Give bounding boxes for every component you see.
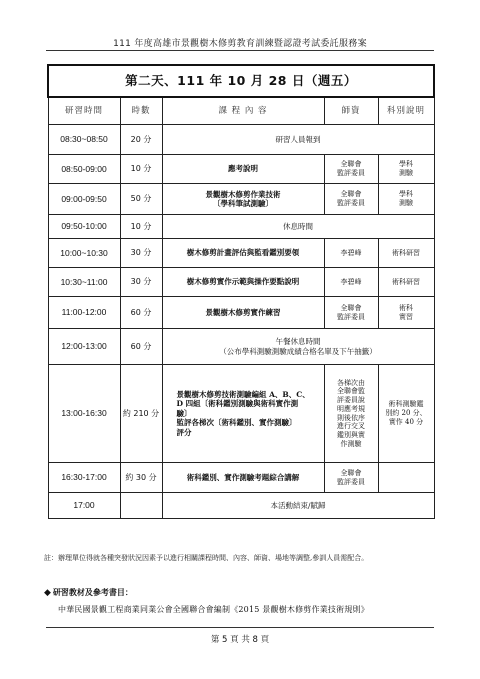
row-course bbox=[162, 155, 324, 184]
row-note bbox=[378, 268, 434, 297]
row-teacher-line: 全聯會 bbox=[340, 190, 362, 199]
row-course bbox=[162, 215, 434, 239]
row-teacher-line: 作測驗 bbox=[340, 439, 362, 448]
schedule-row bbox=[48, 329, 434, 365]
row-teacher-line: 監評委員 bbox=[337, 169, 365, 177]
row-course bbox=[162, 297, 324, 329]
row-time: 09:00-09:50 bbox=[48, 184, 120, 215]
row-note-line: 測驗 bbox=[399, 169, 413, 177]
row-teacher bbox=[324, 184, 378, 215]
schedule-row bbox=[48, 297, 434, 329]
row-teacher bbox=[324, 239, 378, 268]
row-time: 08:30~08:50 bbox=[48, 125, 120, 155]
col-header-teacher: 師資 bbox=[324, 97, 378, 125]
row-note-line: 實作 40 分 bbox=[388, 417, 424, 426]
schedule-row bbox=[48, 239, 434, 268]
row-hours: 約 30 分 bbox=[120, 463, 162, 493]
row-course bbox=[162, 493, 434, 519]
schedule-row bbox=[48, 215, 434, 239]
row-teacher-line: 評委員說 bbox=[337, 396, 365, 404]
row-course-line: 休息時間 bbox=[283, 221, 313, 231]
row-hours bbox=[120, 493, 162, 519]
table-title-row bbox=[48, 65, 434, 97]
footnote: 註：辦理單位得就各種突發狀況因素予以進行相關課程時間、內容、師資、場地等調整,參訓人員需配合。 bbox=[44, 554, 369, 562]
row-course bbox=[162, 239, 324, 268]
row-hours: 30 分 bbox=[120, 239, 162, 268]
row-course-line: 〔學科筆試測驗〕 bbox=[213, 199, 273, 208]
row-teacher-line: 明應考規 bbox=[337, 404, 365, 413]
diamond-bullet-icon: ◆ bbox=[44, 588, 51, 598]
row-course bbox=[162, 365, 324, 463]
page-number: 第 5 頁 共 8 頁 bbox=[210, 635, 270, 645]
row-hours: 20 分 bbox=[120, 125, 162, 155]
table-title: 第二天、111 年 10 月 28 日（週五） bbox=[48, 65, 434, 97]
materials-title: 研習教材及參考書目： bbox=[52, 587, 133, 597]
row-course-line: 樹木修剪實作示範與操作要點說明 bbox=[186, 277, 300, 287]
row-course-line: 景觀樹木修剪作業技術 bbox=[205, 189, 281, 199]
row-teacher-line: 全聯會 bbox=[340, 160, 362, 169]
row-course-line: （公布學科測驗測驗成績合格名單及下午抽籤） bbox=[219, 346, 377, 356]
row-time: 08:50-09:00 bbox=[48, 155, 120, 184]
schedule-row bbox=[48, 155, 434, 184]
row-course-line: 景觀樹木修剪實作練習 bbox=[205, 307, 281, 317]
row-course-line: 評分 bbox=[176, 427, 192, 437]
row-course-line: D 四組〔術科鑑別測驗與術科實作測 bbox=[176, 399, 299, 409]
row-note-line: 實習 bbox=[399, 312, 413, 321]
row-hours: 約 210 分 bbox=[120, 365, 162, 463]
row-time: 11:00-12:00 bbox=[48, 297, 120, 329]
row-course-line: 本活動結束/賦歸 bbox=[270, 500, 326, 510]
row-note bbox=[378, 365, 434, 463]
column-header-row bbox=[48, 97, 434, 125]
col-header-time: 研習時間 bbox=[48, 97, 120, 125]
row-course-line: 驗〕 bbox=[176, 408, 192, 418]
row-course-line: 監評各梯次〔術科鑑別、實作測驗〕 bbox=[176, 418, 297, 428]
footer-divider bbox=[46, 627, 434, 628]
row-course-line: 研習人員報到 bbox=[275, 134, 321, 144]
row-teacher-line: 監評委員 bbox=[337, 477, 365, 486]
row-teacher bbox=[324, 463, 378, 493]
materials-heading bbox=[44, 587, 133, 598]
row-teacher-line: 李碧峰 bbox=[340, 248, 362, 257]
row-note-line: 術科研習 bbox=[392, 248, 420, 257]
row-time: 12:00-13:00 bbox=[48, 329, 120, 365]
row-teacher bbox=[324, 268, 378, 297]
schedule-table bbox=[47, 64, 435, 519]
col-header-course: 課 程 內 容 bbox=[162, 97, 324, 125]
header-divider bbox=[46, 50, 434, 51]
document-header: 111 年度高雄市景觀樹木修剪教育訓練暨認證考試委託服務案 bbox=[113, 39, 367, 49]
row-hours: 60 分 bbox=[120, 329, 162, 365]
row-note-line: 學科 bbox=[399, 190, 413, 199]
row-hours: 60 分 bbox=[120, 297, 162, 329]
row-hours: 10 分 bbox=[120, 155, 162, 184]
row-teacher-line: 全聯會監 bbox=[337, 387, 365, 396]
row-teacher-line: 監評委員 bbox=[337, 312, 365, 321]
row-course bbox=[162, 329, 434, 365]
schedule-row bbox=[48, 493, 434, 519]
row-course-line: 術科鑑別、實作測驗考題綜合講解 bbox=[186, 472, 300, 482]
row-teacher bbox=[324, 365, 378, 463]
row-note-line: 別約 20 分、 bbox=[385, 409, 427, 418]
row-course bbox=[162, 184, 324, 215]
row-note bbox=[378, 155, 434, 184]
row-course-line: 樹木修剪計畫評估與監看鑑別要領 bbox=[186, 248, 300, 258]
row-time: 09:50-10:00 bbox=[48, 215, 120, 239]
row-teacher-line: 鑑別與實 bbox=[337, 431, 365, 439]
row-time: 10:30~11:00 bbox=[48, 268, 120, 297]
row-teacher bbox=[324, 155, 378, 184]
row-time: 16:30-17:00 bbox=[48, 463, 120, 493]
row-course-line: 午餐休息時間 bbox=[275, 337, 321, 347]
row-time: 13:00-16:30 bbox=[48, 365, 120, 463]
row-note-line: 術科測驗鑑 bbox=[388, 400, 424, 409]
row-course-line: 應考說明 bbox=[228, 164, 258, 174]
row-note bbox=[378, 463, 434, 493]
row-course bbox=[162, 463, 324, 493]
schedule-row bbox=[48, 125, 434, 155]
row-time: 17:00 bbox=[48, 493, 120, 519]
materials-reference: 中華民國景觀工程商業同業公會全國聯合會編制《2015 景觀樹木修剪作業技術規則》 bbox=[58, 605, 369, 614]
row-note bbox=[378, 297, 434, 329]
row-teacher-line: 進行交叉 bbox=[337, 422, 365, 431]
row-teacher-line: 全聯會 bbox=[340, 468, 362, 477]
row-hours: 50 分 bbox=[120, 184, 162, 215]
row-teacher-line: 監評委員 bbox=[337, 199, 365, 207]
row-hours: 10 分 bbox=[120, 215, 162, 239]
schedule-row bbox=[48, 365, 434, 463]
row-note-line: 學科 bbox=[399, 160, 413, 169]
row-teacher-line: 全聯會 bbox=[340, 303, 362, 312]
row-course bbox=[162, 125, 434, 155]
row-teacher bbox=[324, 297, 378, 329]
row-note bbox=[378, 239, 434, 268]
row-note bbox=[378, 184, 434, 215]
row-teacher-line: 則後依序 bbox=[337, 413, 365, 422]
schedule-row bbox=[48, 463, 434, 493]
row-course-line: 景觀樹木修剪技術測驗編組 A、B、C、 bbox=[176, 390, 310, 400]
col-header-hours: 時數 bbox=[120, 97, 162, 125]
schedule-row bbox=[48, 268, 434, 297]
row-hours: 30 分 bbox=[120, 268, 162, 297]
row-note-line: 測驗 bbox=[399, 199, 413, 207]
row-note-line: 術科 bbox=[399, 303, 413, 312]
row-teacher-line: 各梯次由 bbox=[337, 378, 365, 387]
col-header-note: 科別說明 bbox=[378, 97, 434, 125]
row-note-line: 術科研習 bbox=[392, 277, 420, 286]
row-course bbox=[162, 268, 324, 297]
row-teacher-line: 李碧峰 bbox=[340, 277, 362, 286]
schedule-row bbox=[48, 184, 434, 215]
row-time: 10:00~10:30 bbox=[48, 239, 120, 268]
